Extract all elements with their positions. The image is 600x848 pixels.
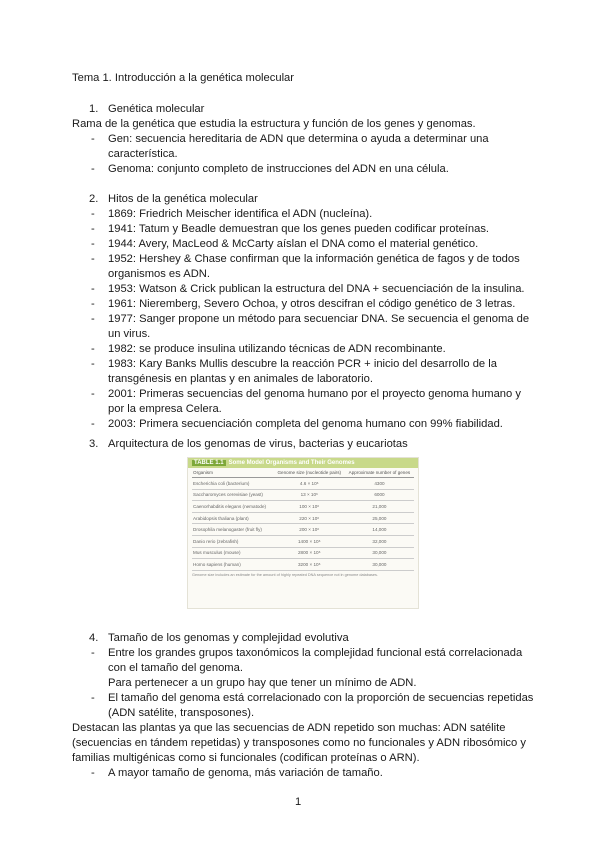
table-cell: 30,000	[345, 559, 414, 571]
bullet-dash: -	[91, 208, 95, 220]
bullet-dash: -	[91, 223, 95, 235]
table-cell: 13 × 10⁶	[274, 489, 345, 501]
table-caption	[188, 458, 418, 468]
table-cell: 200 × 10⁶	[274, 524, 345, 536]
section-1-intro: Rama de la genética que estudia la estructura y función de los genes y genomas.	[72, 118, 476, 130]
table-row	[192, 559, 414, 571]
list-item: 1952: Hershey & Chase confirman que la información genética de fagos y de todos organismos es ADN.	[108, 253, 520, 280]
table-cell: Escherichia coli (bacterium)	[192, 478, 274, 490]
table-cell: 220 × 10⁶	[274, 512, 345, 524]
list-item: 1961: Nieremberg, Severo Ochoa, y otros descifran el código genético de 3 letras.	[108, 298, 516, 310]
list-item: Genoma: conjunto completo de instrucciones del ADN en una célula.	[108, 163, 449, 175]
list-item: 1944: Avery, MacLeod & McCarty aíslan el DNA como el material genético.	[108, 238, 479, 250]
list-item: 2001: Primeras secuencias del genoma humano por el proyecto genoma humano y por la empresa Celera.	[108, 388, 521, 415]
section-4-number: 4.	[89, 632, 99, 644]
bullet-dash: -	[91, 358, 95, 370]
document-title: Tema 1. Introducción a la genética molecular	[72, 72, 295, 84]
paragraph: Destacan las plantas ya que las secuencias de ADN repetido son muchas: ADN satélite (secuencias en tándem repetidas) y transposones como no funcionales y ADN ribosómico y familias multigénicas como si funcionales (codifican proteínas o ARN).	[72, 722, 526, 764]
bullet-dash: -	[91, 343, 95, 355]
table-cell: 14,000	[345, 524, 414, 536]
genome-table-image	[187, 457, 419, 609]
bullet-dash: -	[91, 313, 95, 325]
bullet-dash: -	[91, 133, 95, 145]
table-cell: Mus musculus (mouse)	[192, 547, 274, 559]
bullet-dash: -	[91, 283, 95, 295]
table-header-cell: Organism	[192, 468, 274, 478]
table-cell: 32,000	[345, 535, 414, 547]
list-item-continuation: Para pertenecer a un grupo hay que tener un mínimo de ADN.	[108, 677, 417, 689]
section-2-heading: Hitos de la genética molecular	[108, 193, 258, 205]
table-cell: 4300	[345, 478, 414, 490]
table-row	[192, 535, 414, 547]
table-row	[192, 512, 414, 524]
section-4-heading: Tamaño de los genomas y complejidad evolutiva	[108, 632, 349, 644]
section-1-heading: Genética molecular	[108, 103, 205, 115]
table-cell: 25,000	[345, 512, 414, 524]
bullet-dash: -	[91, 238, 95, 250]
list-item: 1982: se produce insulina utilizando técnicas de ADN recombinante.	[108, 343, 446, 355]
list-item: Gen: secuencia hereditaria de ADN que determina o ayuda a determinar una característica.	[108, 133, 489, 160]
table-cell: 30,000	[345, 547, 414, 559]
table-row	[192, 501, 414, 513]
table-cell: Drosophila melanogaster (fruit fly)	[192, 524, 274, 536]
page-number: 1	[295, 796, 302, 808]
table-row	[192, 547, 414, 559]
section-2-number: 2.	[89, 193, 99, 205]
table-cell: 100 × 10⁶	[274, 501, 345, 513]
table-cell: Danio rerio (zebrafish)	[192, 535, 274, 547]
table-cell: 21,000	[345, 501, 414, 513]
table-cell: 6000	[345, 489, 414, 501]
bullet-dash: -	[91, 298, 95, 310]
table-cell: 4.6 × 10⁶	[274, 478, 345, 490]
table-row	[192, 489, 414, 501]
list-item: 1977: Sanger propone un método para secuenciar DNA. Se secuencia el genoma de un virus.	[108, 313, 530, 340]
table-row	[192, 524, 414, 536]
bullet-dash: -	[91, 163, 95, 175]
list-item: 2003: Primera secuenciación completa del genoma humano con 99% fiabilidad.	[108, 418, 503, 430]
section-3-heading: Arquitectura de los genomas de virus, bacterias y eucariotas	[108, 438, 408, 450]
table-cell: Homo sapiens (human)	[192, 559, 274, 571]
bullet-dash: -	[91, 418, 95, 430]
table-cell: Saccharomyces cerevisiae (yeast)	[192, 489, 274, 501]
bullet-dash: -	[91, 692, 95, 704]
bullet-dash: -	[91, 253, 95, 265]
table-cell: Arabidopsis thaliana (plant)	[192, 512, 274, 524]
section-3-number: 3.	[89, 438, 99, 450]
table-header-row	[192, 468, 414, 478]
list-item: 1869: Friedrich Meischer identifica el ADN (nucleína).	[108, 208, 373, 220]
list-item: Entre los grandes grupos taxonómicos la complejidad funcional está correlacionada con el tamaño del genoma.	[108, 647, 523, 674]
table-tag: TABLE 1.1	[194, 460, 224, 466]
table-footnote: Genome size includes an estimate for the amount of highly repeated DNA sequence not in genome databases.	[192, 572, 378, 577]
genome-table	[192, 468, 414, 571]
bullet-dash: -	[91, 647, 95, 659]
list-item: A mayor tamaño de genoma, más variación de tamaño.	[108, 767, 383, 779]
table-cell: 3200 × 10⁶	[274, 559, 345, 571]
table-title: Some Model Organisms and Their Genomes	[228, 460, 355, 466]
table-cell: Caenorhabditis elegans (nematode)	[192, 501, 274, 513]
section-1-number: 1.	[89, 103, 99, 115]
list-item: 1983: Kary Banks Mullis descubre la reacción PCR + inicio del desarrollo de la transgénesis en plantas y en animales de laboratorio.	[108, 358, 497, 385]
table-row	[192, 478, 414, 490]
table-header-cell: Genome size (nucleotide pairs)	[274, 468, 345, 478]
bullet-dash: -	[91, 388, 95, 400]
table-cell: 2800 × 10⁶	[274, 547, 345, 559]
bullet-dash: -	[91, 767, 95, 779]
table-cell: 1400 × 10⁶	[274, 535, 345, 547]
list-item: 1953: Watson & Crick publican la estructura del DNA + secuenciación de la insulina.	[108, 283, 525, 295]
table-header-cell: Approximate number of genes	[345, 468, 414, 478]
list-item: El tamaño del genoma está correlacionado con la proporción de secuencias repetidas (ADN satélite, transposones).	[108, 692, 534, 719]
list-item: 1941: Tatum y Beadle demuestran que los genes pueden codificar proteínas.	[108, 223, 490, 235]
